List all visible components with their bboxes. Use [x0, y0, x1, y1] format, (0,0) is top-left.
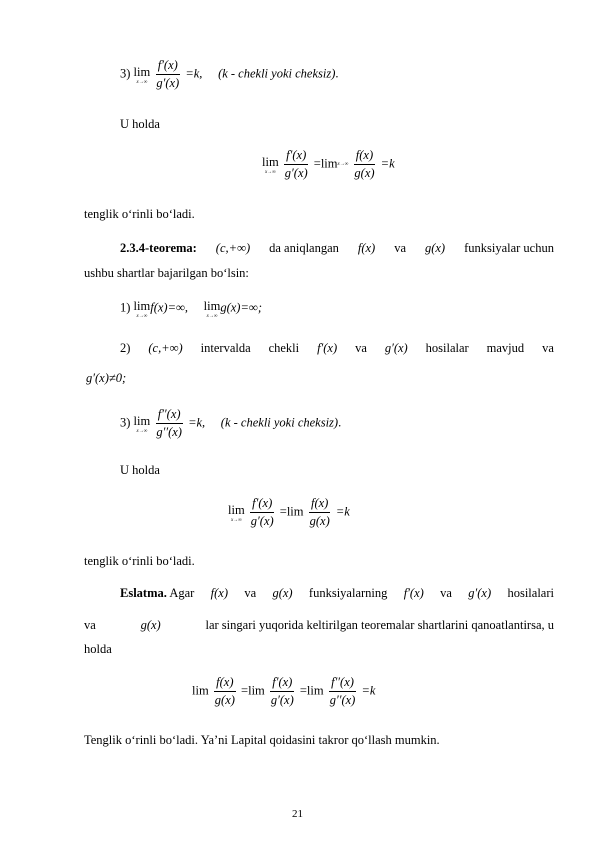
fraction: $\frac{f'(x)}{g'(x)}$	[156, 58, 180, 90]
page-number: 21	[292, 808, 303, 820]
interval: (c,+∞)	[215, 241, 251, 255]
eslatma-line-1: Eslatma. Agar f(x) va g(x) funksiyalarning f′(x) va g′(x) hosilalari	[120, 586, 554, 600]
formula-3: lim $\frac{f(x)}{g(x)}$ =lim $\frac{f'(x)}{g'(x)}$ =lim $\frac{f''(x)}{g''(x)}$ =k	[192, 675, 376, 707]
equals-k: =k,	[185, 66, 203, 81]
limit-symbol: lim x→∞	[133, 65, 151, 85]
theorem-line-1: 2.3.4-teorema: (c,+∞) da aniqlangan f(x) va g(x) funksiyalar uchun	[120, 241, 554, 255]
condition-2-line-2: g′(x)≠0;	[86, 371, 127, 385]
finite-note: (k - chekli yoki cheksiz)	[218, 66, 336, 81]
condition-1: 1) lim x→∞ f(x)=∞, lim x→∞ g(x)=∞;	[120, 299, 262, 319]
eslatma-line-2: va g(x) lar singari yuqorida keltirilgan teoremalar shartlarini qanoatlantirsa, u	[84, 618, 554, 632]
u-holda-1: U holda	[120, 117, 160, 131]
condition-2-line-1: 2) (c,+∞) intervalda chekli f′(x) va g′(x) hosilalar mavjud va	[120, 341, 554, 355]
formula-2: lim x→∞ $\frac{f'(x)}{g'(x)}$ =lim $\frac{f(x)}{g(x)}$ =k	[228, 496, 350, 528]
theorem-title: 2.3.4-teorema:	[120, 241, 197, 255]
theorem-line-2: ushbu shartlar bajarilgan bo‘lsin:	[84, 266, 249, 280]
eslatma-line-3: holda	[84, 642, 112, 656]
tenglik-1: tenglik o‘rinli bo‘ladi.	[84, 207, 195, 221]
final-line: Tenglik o‘rinli bo‘ladi. Ya’ni Lapital qoidasini takror qo‘llash mumkin.	[84, 733, 440, 747]
formula-1: lim x→∞ $\frac{f'(x)}{g'(x)}$ =lim x→∞ $\frac{f(x)}{g(x)}$ =k	[262, 148, 395, 180]
condition-3-top: 3) lim x→∞ $\frac{f'(x)}{g'(x)}$ =k, (k - chekli yoki cheksiz).	[120, 58, 339, 90]
cond-number: 3)	[120, 66, 131, 81]
u-holda-2: U holda	[120, 463, 160, 477]
condition-3-bottom: 3) lim x→∞ $\frac{f''(x)}{g''(x)}$ =k, (k - chekli yoki cheksiz).	[120, 407, 342, 439]
tenglik-2: tenglik o‘rinli bo‘ladi.	[84, 554, 195, 568]
